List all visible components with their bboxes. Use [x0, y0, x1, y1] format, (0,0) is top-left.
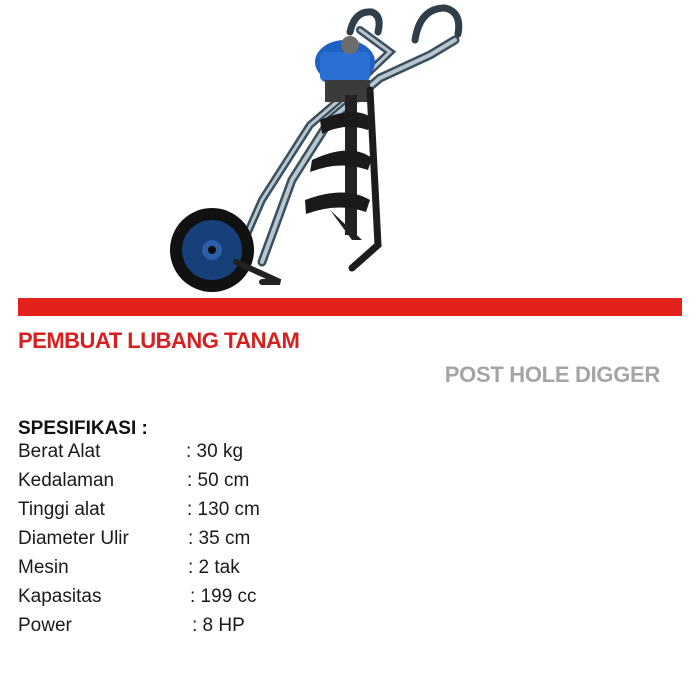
- spec-row-capacity: [18, 582, 418, 611]
- spec-label: Power: [18, 615, 72, 636]
- red-divider-bar: [18, 298, 682, 316]
- spec-row-height: [18, 495, 418, 524]
- spec-row-power: [18, 611, 418, 640]
- spec-value: : 199 cc: [190, 586, 257, 607]
- spec-label: Mesin: [18, 557, 69, 578]
- spec-value: : 30 kg: [186, 441, 244, 462]
- spec-value: : 35 cm: [188, 528, 251, 549]
- spec-label: Kapasitas: [18, 586, 102, 607]
- spec-value: : 2 tak: [188, 557, 240, 578]
- product-subtitle: POST HOLE DIGGER: [444, 362, 660, 387]
- spec-label: Berat Alat: [18, 441, 101, 462]
- product-title: PEMBUAT LUBANG TANAM: [18, 328, 300, 353]
- spec-label: Kedalaman: [18, 470, 115, 491]
- spec-row-weight: [18, 437, 418, 466]
- spec-heading: SPESIFIKASI :: [18, 418, 148, 439]
- spec-row-depth: [18, 466, 418, 495]
- spec-row-diameter: [18, 524, 418, 553]
- spec-value: : 130 cm: [187, 499, 260, 520]
- spec-list: [18, 437, 418, 640]
- spec-value: : 50 cm: [187, 470, 250, 491]
- post-hole-digger-image: [160, 0, 480, 300]
- spec-row-engine: [18, 553, 418, 582]
- spec-label: Diameter Ulir: [18, 528, 129, 549]
- spec-value: : 8 HP: [192, 615, 245, 636]
- spec-label: Tinggi alat: [18, 499, 105, 520]
